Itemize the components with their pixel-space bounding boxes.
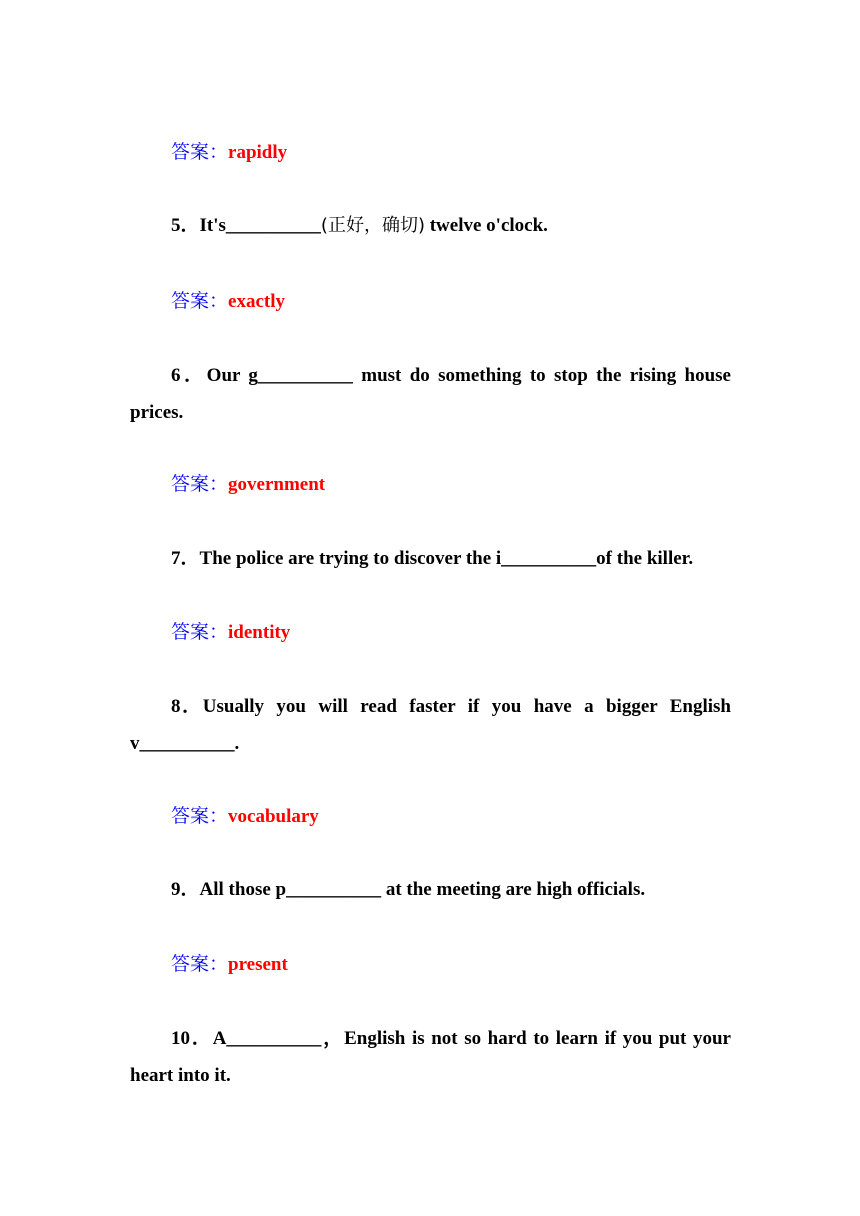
answer-label: 答案： <box>171 473 229 495</box>
question-number: 10． <box>171 1028 213 1049</box>
question-number: 6． <box>171 365 207 386</box>
question-5 <box>130 207 731 244</box>
question-number: 8． <box>171 696 203 717</box>
answer-label: 答案： <box>171 621 229 643</box>
question-text: Our g__________ must do something to stop the rising house prices. <box>130 365 731 423</box>
answer-line-5 <box>171 289 285 314</box>
question-number: 7． <box>171 548 200 569</box>
answer-value: vocabulary <box>228 806 319 827</box>
question-10 <box>130 1020 731 1094</box>
answer-value: government <box>228 474 326 495</box>
question-number: 5． <box>171 215 200 236</box>
answer-line-6 <box>171 472 325 497</box>
question-text: The police are trying to discover the i__________of the killer. <box>199 548 694 569</box>
answer-line-9 <box>171 952 288 977</box>
answer-value: present <box>228 954 288 975</box>
question-number: 9． <box>171 879 200 900</box>
question-9 <box>130 871 731 908</box>
question-6 <box>130 357 731 431</box>
answer-label: 答案： <box>171 805 229 827</box>
question-7 <box>130 540 731 577</box>
question-text-before: It's__________ <box>199 215 321 236</box>
answer-label: 答案： <box>171 141 229 163</box>
answer-line-4 <box>171 140 287 165</box>
question-text: Usually you will read faster if you have a bigger English v__________. <box>130 696 731 754</box>
answer-value: identity <box>228 622 291 643</box>
question-hint: (正好，确切) <box>320 215 425 236</box>
question-8 <box>130 688 731 762</box>
answer-line-8 <box>171 804 319 829</box>
question-text: All those p__________ at the meeting are high officials. <box>199 879 646 900</box>
answer-label: 答案： <box>171 953 229 975</box>
answer-value: exactly <box>228 291 285 312</box>
answer-line-7 <box>171 620 290 645</box>
question-text-after: twelve o'clock. <box>424 215 548 236</box>
answer-value: rapidly <box>228 142 288 163</box>
question-text: A__________，English is not so hard to learn if you put your heart into it. <box>130 1028 731 1086</box>
answer-label: 答案： <box>171 290 229 312</box>
